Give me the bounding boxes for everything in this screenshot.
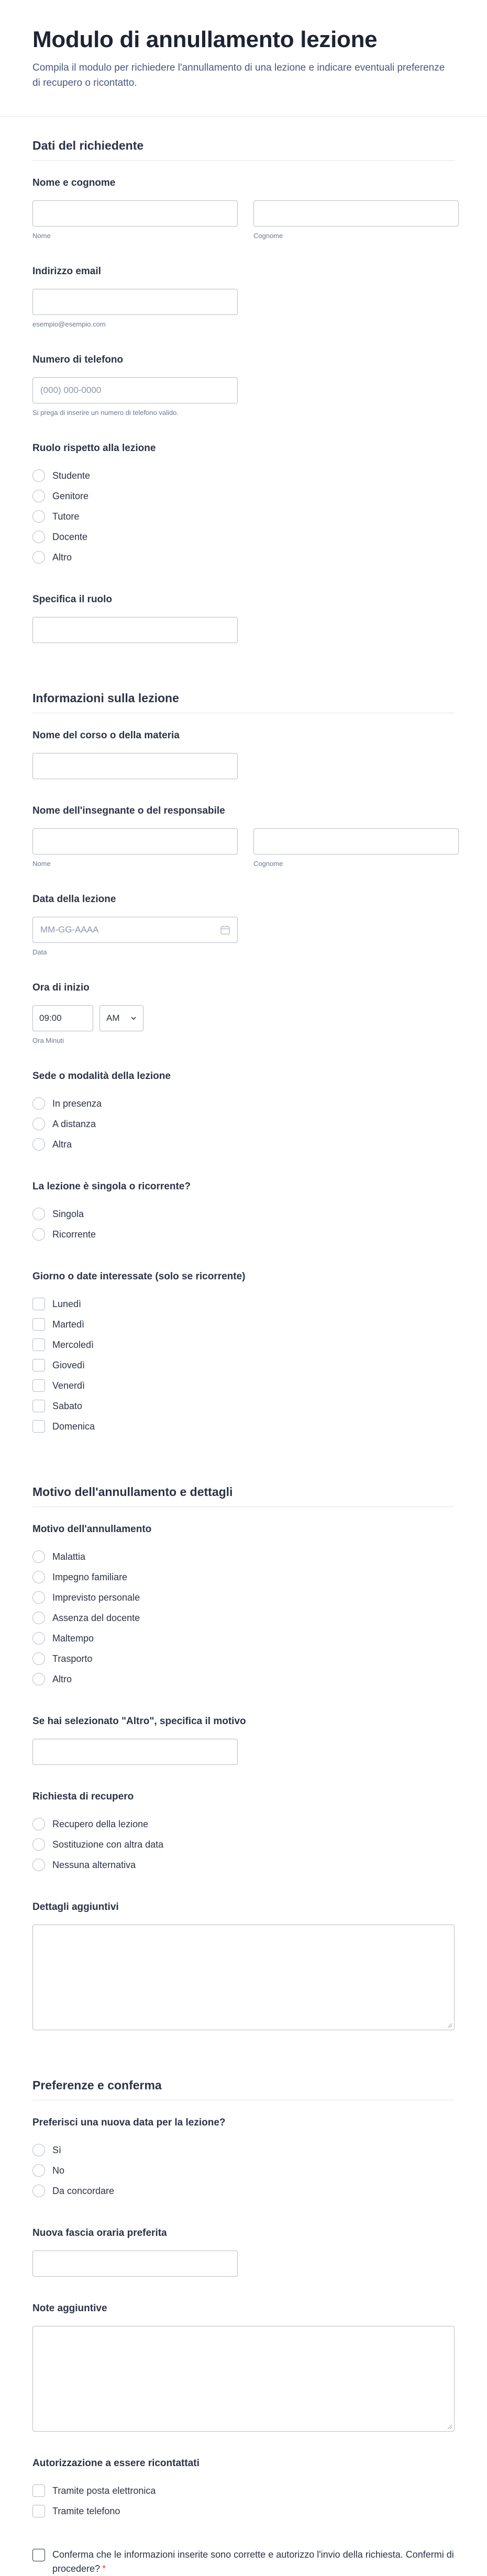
radio-button[interactable] <box>32 531 45 543</box>
option-label: Altra <box>52 1139 72 1150</box>
chevron-down-icon <box>130 1015 137 1021</box>
last-name-input[interactable] <box>253 200 459 227</box>
option-label: Sostituzione con altra data <box>52 1839 164 1850</box>
field-new-date <box>32 2117 455 2201</box>
role-option[interactable] <box>32 507 455 527</box>
option-label: Docente <box>52 531 88 542</box>
option-label: Giovedì <box>52 1359 85 1370</box>
consent-text-wrap <box>52 2548 455 2576</box>
first-name-sublabel: Nome <box>32 231 51 240</box>
field-phone <box>32 354 455 417</box>
option-label: Tramite telefono <box>52 2505 120 2516</box>
first-name-input[interactable] <box>32 200 238 227</box>
option-label: In presenza <box>52 1098 102 1109</box>
checkbox[interactable] <box>32 1359 45 1371</box>
day-option[interactable] <box>32 1314 455 1335</box>
teacher-first-name-sublabel: Nome <box>32 859 51 868</box>
checkbox[interactable] <box>32 1298 45 1310</box>
radio-button[interactable] <box>32 1838 45 1851</box>
lesson-mode-label: Sede o modalità della lezione <box>32 1070 171 1082</box>
recurring-label: La lezione è singola o ricorrente? <box>32 1180 191 1192</box>
option-label: Lunedì <box>52 1298 82 1309</box>
new-date-label: Preferisci una nuova data per la lezione? <box>32 2117 226 2128</box>
option-label: Sì <box>52 2144 62 2155</box>
option-label: Studente <box>52 470 91 481</box>
consent-checkbox[interactable] <box>32 2549 45 2561</box>
full-name-label: Nome e cognome <box>32 177 116 188</box>
new-date-option[interactable] <box>32 2161 455 2181</box>
section-title-prefs: Preferenze e conferma <box>32 2056 455 2100</box>
details-label: Dettagli aggiuntivi <box>32 1901 119 1913</box>
contact-label: Autorizzazione a essere ricontattati <box>32 2457 200 2469</box>
details-textarea[interactable] <box>32 1925 455 2030</box>
radio-button[interactable] <box>32 2185 45 2197</box>
radio-button[interactable] <box>32 469 45 482</box>
recovery-option[interactable] <box>32 1814 455 1835</box>
radio-button[interactable] <box>32 1118 45 1130</box>
field-other-reason <box>32 1716 455 1765</box>
course-input[interactable] <box>32 753 238 779</box>
radio-button[interactable] <box>32 2164 45 2177</box>
recovery-option[interactable] <box>32 1835 455 1855</box>
option-label: Altro <box>52 1673 72 1684</box>
teacher-first-name-input[interactable] <box>32 828 238 854</box>
option-label: Venerdì <box>52 1380 85 1391</box>
other-reason-label: Se hai selezionato "Altro", specifica il motivo <box>32 1715 246 1727</box>
contact-option[interactable] <box>32 2501 455 2522</box>
field-recovery <box>32 1791 455 1875</box>
option-label: Impegno familiare <box>52 1571 128 1582</box>
option-label: Singola <box>52 1208 84 1219</box>
notes-label: Note aggiuntive <box>32 2302 107 2314</box>
phone-sublabel: Si prega di inserire un numero di telefono valido. <box>32 408 179 417</box>
radio-button[interactable] <box>32 2144 45 2156</box>
option-label: Genitore <box>52 490 89 501</box>
option-label: Tutore <box>52 511 80 522</box>
checkbox[interactable] <box>32 1400 45 1412</box>
checkbox[interactable] <box>32 2505 45 2517</box>
checkbox[interactable] <box>32 2484 45 2497</box>
new-date-option[interactable] <box>32 2181 455 2201</box>
lesson-date-sublabel: Data <box>32 948 47 956</box>
ampm-select[interactable] <box>99 1005 143 1031</box>
option-label: Malattia <box>52 1551 86 1562</box>
days-label: Giorno o date interessate (solo se ricorrente) <box>32 1270 246 1282</box>
notes-textarea[interactable] <box>32 2326 455 2432</box>
checkbox[interactable] <box>32 1420 45 1433</box>
day-option[interactable] <box>32 1396 455 1416</box>
option-label: No <box>52 2165 65 2176</box>
required-mark: * <box>102 2563 106 2574</box>
time-slot-label: Nuova fascia oraria preferita <box>32 2227 167 2238</box>
role-option[interactable] <box>32 486 455 507</box>
role-option[interactable] <box>32 547 455 568</box>
field-role <box>32 443 455 568</box>
option-label: Altro <box>52 552 72 563</box>
radio-button[interactable] <box>32 490 45 502</box>
mode-option[interactable] <box>32 1114 455 1134</box>
day-option[interactable] <box>32 1355 455 1376</box>
option-label: Da concordare <box>52 2185 115 2196</box>
radio-button[interactable] <box>32 1138 45 1151</box>
radio-button[interactable] <box>32 1673 45 1685</box>
contact-option[interactable] <box>32 2481 455 2501</box>
day-option[interactable] <box>32 1376 455 1396</box>
recurring-option[interactable] <box>32 1224 455 1245</box>
teacher-label: Nome dell'insegnante o del responsabile <box>32 805 225 816</box>
option-label: A distanza <box>52 1118 96 1129</box>
calendar-icon[interactable] <box>220 925 230 935</box>
email-sublabel: esempio@esempio.com <box>32 320 106 328</box>
resize-grip-icon[interactable] <box>446 2423 452 2429</box>
consent-checkbox-row[interactable] <box>32 2548 455 2576</box>
checkbox[interactable] <box>32 1338 45 1351</box>
role-option[interactable] <box>32 527 455 547</box>
consent-text: Conferma che le informazioni inserite sono corrette e autorizzo l'invio della richiesta. Confermi di procedere? <box>52 2549 454 2574</box>
field-time-slot <box>32 2228 455 2277</box>
option-label: Sabato <box>52 1400 83 1411</box>
field-recurring <box>32 1181 455 1245</box>
email-input[interactable] <box>32 289 238 315</box>
section-title-lesson: Informazioni sulla lezione <box>32 669 455 713</box>
day-option[interactable] <box>32 1335 455 1355</box>
mode-option[interactable] <box>32 1094 455 1114</box>
checkbox[interactable] <box>32 1318 45 1331</box>
radio-button[interactable] <box>32 1818 45 1830</box>
last-name-sublabel: Cognome <box>253 231 283 240</box>
radio-button[interactable] <box>32 510 45 523</box>
mode-option[interactable] <box>32 1134 455 1155</box>
resize-grip-icon[interactable] <box>446 2022 452 2028</box>
reason-option[interactable] <box>32 1628 455 1649</box>
form-header <box>0 0 487 117</box>
other-reason-input[interactable] <box>32 1739 238 1765</box>
radio-button[interactable] <box>32 1591 45 1604</box>
option-label: Imprevisto personale <box>52 1592 140 1603</box>
reason-option[interactable] <box>32 1547 455 1567</box>
lesson-date-label: Data della lezione <box>32 893 116 905</box>
role-label: Ruolo rispetto alla lezione <box>32 442 156 454</box>
section-title-requester: Dati del richiedente <box>32 117 455 161</box>
ampm-value: AM <box>106 1013 120 1023</box>
option-label: Assenza del docente <box>52 1612 140 1623</box>
day-option[interactable] <box>32 1416 455 1437</box>
form-body <box>0 117 487 2576</box>
time-slot-input[interactable] <box>32 2251 238 2277</box>
phone-input[interactable] <box>32 377 238 403</box>
phone-label: Numero di telefono <box>32 354 124 365</box>
field-days <box>32 1271 455 1437</box>
reason-option[interactable] <box>32 1588 455 1608</box>
option-label: Maltempo <box>52 1633 94 1644</box>
recovery-option[interactable] <box>32 1855 455 1875</box>
radio-button[interactable] <box>32 1859 45 1871</box>
field-start-time <box>32 982 455 1044</box>
recovery-label: Richiesta di recupero <box>32 1791 134 1802</box>
field-full-name <box>32 177 455 240</box>
email-label: Indirizzo email <box>32 265 101 277</box>
radio-button[interactable] <box>32 1571 45 1583</box>
section-title-reason: Motivo dell'annullamento e dettagli <box>32 1463 455 1507</box>
role-specify-input[interactable] <box>32 617 238 643</box>
page-description: Compila il modulo per richiedere l'annullamento di una lezione e indicare eventuali preferenze di recupero o ricontatto. <box>32 62 445 89</box>
field-notes <box>32 2303 455 2432</box>
day-option[interactable] <box>32 1294 455 1314</box>
new-date-option[interactable] <box>32 2140 455 2161</box>
page-title: Modulo di annullamento lezione <box>32 27 378 52</box>
field-role-specify <box>32 594 455 643</box>
course-label: Nome del corso o della materia <box>32 729 180 741</box>
radio-button[interactable] <box>32 551 45 564</box>
reason-option[interactable] <box>32 1608 455 1628</box>
radio-button[interactable] <box>32 1632 45 1645</box>
field-lesson-mode <box>32 1071 455 1155</box>
start-time-label: Ora di inizio <box>32 982 90 993</box>
option-label: Ricorrente <box>52 1229 96 1240</box>
option-label: Nessuna alternativa <box>52 1859 136 1870</box>
field-lesson-date <box>32 894 455 956</box>
radio-button[interactable] <box>32 1208 45 1220</box>
field-contact <box>32 2458 455 2522</box>
role-specify-label: Specifica il ruolo <box>32 593 113 605</box>
teacher-last-name-input[interactable] <box>253 828 459 854</box>
option-label: Martedì <box>52 1319 85 1330</box>
option-label: Tramite posta elettronica <box>52 2485 156 2496</box>
option-label: Recupero della lezione <box>52 1818 149 1829</box>
radio-button[interactable] <box>32 1550 45 1563</box>
option-label: Domenica <box>52 1421 95 1432</box>
checkbox[interactable] <box>32 1379 45 1392</box>
option-label: Mercoledì <box>52 1339 94 1350</box>
teacher-last-name-sublabel: Cognome <box>253 859 283 868</box>
field-teacher <box>32 805 455 868</box>
radio-button[interactable] <box>32 1612 45 1624</box>
field-details <box>32 1902 455 2030</box>
recurring-option[interactable] <box>32 1204 455 1224</box>
option-label: Trasporto <box>52 1653 93 1664</box>
field-email <box>32 266 455 328</box>
start-time-input[interactable]: 09:00 <box>32 1005 93 1031</box>
reason-option[interactable] <box>32 1567 455 1588</box>
radio-button[interactable] <box>32 1652 45 1665</box>
field-reason <box>32 1524 455 1690</box>
reason-option[interactable] <box>32 1669 455 1690</box>
start-time-sublabel: Ora Minuti <box>32 1036 64 1044</box>
reason-option[interactable] <box>32 1649 455 1669</box>
role-option[interactable] <box>32 466 455 486</box>
lesson-date-input[interactable] <box>32 917 238 943</box>
field-course <box>32 730 455 779</box>
radio-button[interactable] <box>32 1097 45 1110</box>
reason-label: Motivo dell'annullamento <box>32 1523 152 1535</box>
radio-button[interactable] <box>32 1228 45 1241</box>
